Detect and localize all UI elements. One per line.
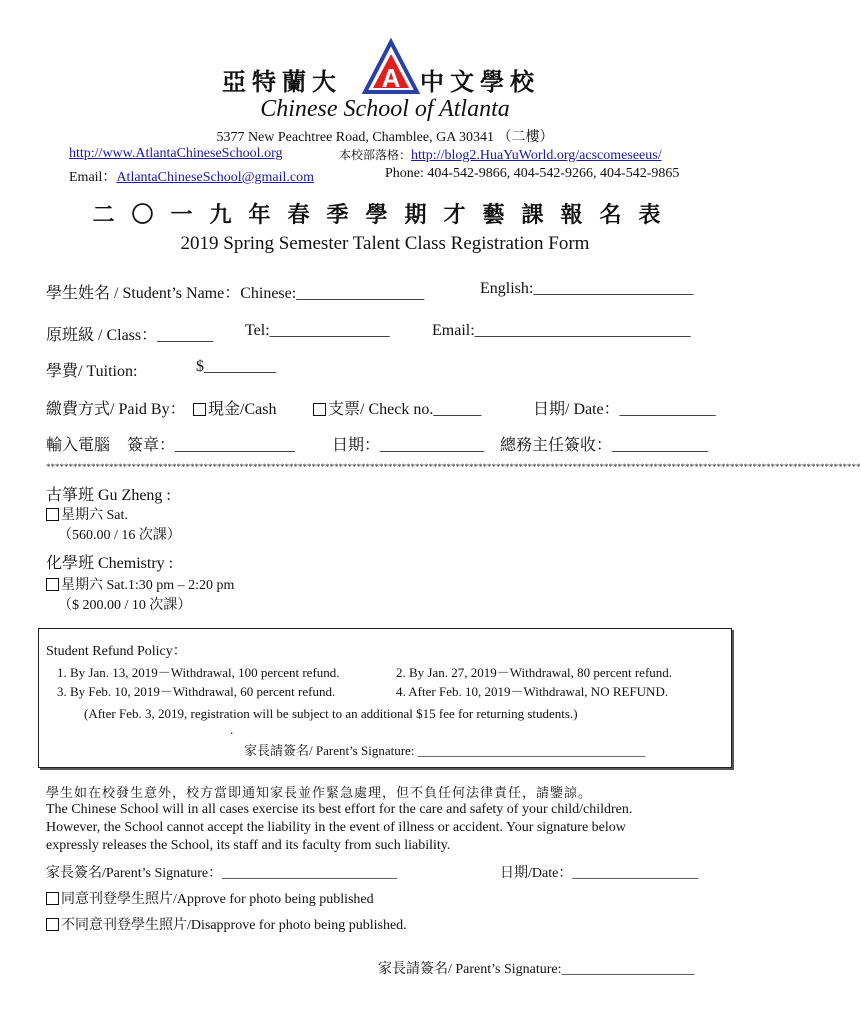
school-name-cjk-left: 亞特蘭大 [222, 68, 342, 96]
entry-date-field[interactable]: 日期：_____________ [332, 437, 485, 454]
photo-disapprove-label: 不同意刊登學生照片/Disapprove for photo being published. [61, 918, 407, 933]
tel-field[interactable]: Tel:_______________ [245, 322, 390, 339]
photo-disapprove-checkbox[interactable] [46, 918, 59, 931]
class-chemistry-fee: （$ 200.00 / 10 次課） [58, 598, 192, 613]
liability-cjk: 學生如在校發生意外，校方當即通知家長並作緊急處理，但不負任何法律責任，請鑒諒。 [46, 786, 593, 801]
guzheng-checkbox[interactable] [46, 508, 59, 521]
admin-receipt-field[interactable]: 總務主任簽收：____________ [500, 437, 709, 454]
payment-date-field[interactable]: 日期/ Date：____________ [533, 401, 716, 418]
class-chemistry-title: 化學班 Chemistry : [46, 555, 174, 572]
class-guzheng-day[interactable] [46, 504, 128, 524]
email-field[interactable]: Email:___________________________ [432, 322, 691, 339]
tuition-field[interactable]: $_________ [196, 358, 276, 375]
tuition-label: 學費/ Tuition: [46, 363, 138, 380]
form-title-en: 2019 Spring Semester Talent Class Registration Form [180, 233, 590, 254]
email-link[interactable]: AtlantaChineseSchool@gmail.com [116, 170, 315, 185]
class-chemistry-day[interactable] [46, 574, 234, 594]
check-label: 支票/ Check no.______ [328, 401, 482, 418]
school-logo-icon [363, 40, 419, 96]
school-website-link[interactable]: http://www.AtlantaChineseSchool.org [69, 146, 283, 161]
phone-numbers: Phone: 404-542-9866, 404-542-9266, 404-542-9865 [385, 166, 680, 181]
photo-approve-option[interactable] [46, 888, 374, 908]
refund-item-1: 1. By Jan. 13, 2019－Withdrawal, 100 percent refund. [57, 665, 340, 680]
check-option[interactable] [313, 396, 481, 419]
cash-label: 現金/Cash [208, 401, 277, 418]
school-name-en: Chinese School of Atlanta [260, 96, 510, 122]
refund-note: (After Feb. 3, 2019, registration will be subject to an additional $15 fee for returning students.) [84, 706, 578, 721]
liability-line-2: However, the School cannot accept the liability in the event of illness or accident. Your signature below [46, 820, 626, 835]
cash-checkbox[interactable] [193, 403, 206, 416]
liability-parent-signature-field[interactable]: 家長簽名/Parent’s Signature：_________________________ [46, 866, 398, 881]
check-checkbox[interactable] [313, 403, 326, 416]
separator-line: ************************************************************************************************************************************************************************************* [46, 462, 861, 472]
refund-item-2: 2. By Jan. 27, 2019－Withdrawal, 80 percent refund. [396, 665, 673, 680]
blog-label: 本校部落格： [339, 148, 412, 162]
photo-approve-checkbox[interactable] [46, 892, 59, 905]
liability-line-1: The Chinese School will in all cases exercise its best effort for the care and safety of your child/children. [46, 802, 633, 817]
refund-item-3: 3. By Feb. 10, 2019－Withdrawal, 60 percent refund. [57, 684, 336, 699]
refund-dot: . [230, 722, 234, 737]
logo-letter: A [381, 63, 401, 93]
refund-item-4: 4. After Feb. 10, 2019－Withdrawal, NO REFUND. [396, 684, 669, 699]
liability-date-field[interactable]: 日期/Date：__________________ [500, 866, 699, 881]
school-name-cjk-right: 中文學校 [420, 68, 540, 96]
refund-heading: Student Refund Policy： [46, 644, 187, 659]
guzheng-day-label: 星期六 Sat. [61, 508, 128, 523]
cash-option[interactable] [193, 396, 276, 419]
english-name-field[interactable]: English:____________________ [480, 280, 694, 297]
liability-line-3: expressly releases the School, its staff and its faculty from such liability. [46, 838, 451, 853]
email-row [69, 166, 314, 186]
email-label: Email： [69, 170, 117, 185]
chemistry-day-label: 星期六 Sat.1:30 pm – 2:20 pm [61, 578, 235, 593]
school-address: 5377 New Peachtree Road, Chamblee, GA 30341 （二樓） [216, 130, 554, 145]
class-field[interactable]: 原班級 / Class：_______ [46, 327, 214, 344]
computer-entry-label: 輸入電腦 [46, 437, 111, 454]
chemistry-checkbox[interactable] [46, 578, 59, 591]
class-guzheng-fee: （560.00 / 16 次課） [58, 528, 181, 543]
blog-link[interactable]: http://blog2.HuaYuWorld.org/acscomeseeus/ [411, 148, 662, 163]
paid-by-label: 繳費方式/ Paid By： [46, 401, 186, 418]
photo-approve-label: 同意刊登學生照片/Approve for photo being published [61, 892, 374, 907]
student-name-field[interactable]: 學生姓名 / Student’s Name：Chinese:________________ [46, 285, 425, 302]
final-parent-signature-field[interactable]: 家長請簽名/ Parent’s Signature:___________________ [378, 962, 695, 977]
refund-parent-signature-field[interactable]: 家長請簽名/ Parent’s Signature: ___________________________________ [244, 743, 646, 758]
photo-disapprove-option[interactable] [46, 914, 407, 934]
form-title-cjk: 二〇一九年春季學期才藝課報名表 [92, 203, 678, 228]
entry-signature-field[interactable]: 簽章：_______________ [127, 437, 296, 454]
class-guzheng-title: 古箏班 Gu Zheng : [46, 487, 171, 504]
blog-row [339, 146, 662, 164]
